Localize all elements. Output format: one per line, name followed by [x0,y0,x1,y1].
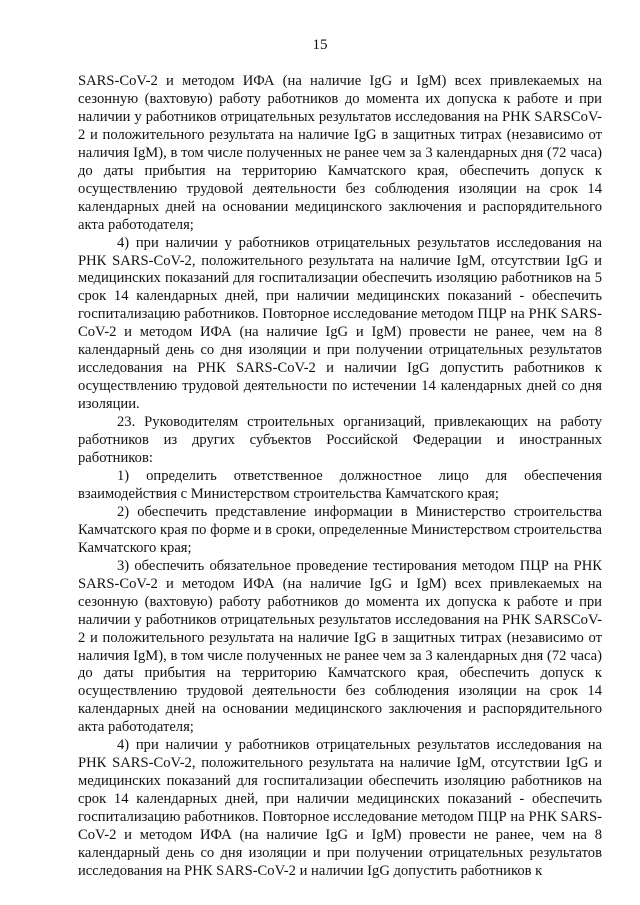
document-body [78,73,602,881]
paragraph-subitem-2: 2) обеспечить представление информации в Министерство строительства Камчатского края по форме и в сроки, определенные Министерством строительства Камчатского края; [78,503,602,556]
paragraph-item-4: 4) при наличии у работников отрицательных результатов исследования на РНК SARS-CoV-2, положительного результата на наличие IgM, отсутствии IgG и медицинских показаний для госпитализации обеспечить изоляцию работников на 5 срок 14 календарных дней, при наличии медицинских показаний - обеспечить госпитализацию работников. Повторное исследование методом ПЦР на РНК SARS-CoV-2 и методом ИФА (на наличие IgG и IgM) провести не ранее, чем на 8 календарный день со дня изоляции и при получении отрицательных результатов исследования на РНК SARS-CoV-2 и наличии IgG допустить работников к осуществлению трудовой деятельности по истечении 14 календарных дней со дня изоляции. [78,234,602,413]
page-number: 15 [312,37,328,53]
paragraph-subitem-3: 3) обеспечить обязательное проведение тестирования методом ПЦР на РНК SARS-CoV-2 и методом ИФА (на наличие IgG и IgM) всех привлекаемых на сезонную (вахтовую) работу работников до момента их допуска к работе и при наличии у работников отрицательных результатов исследования на РНК SARSCoV-2 и положительного результата на наличие IgG в защитных титрах (независимо от наличия IgM), в том числе полученных не ранее чем за 3 календарных дня (72 часа) до даты прибытия на территорию Камчатского края, обеспечить допуск к осуществлению трудовой деятельности без соблюдения изоляции на срок 14 календарных дней на основании медицинского заключения и распорядительного акта работодателя; [78,557,602,736]
paragraph-subitem-4: 4) при наличии у работников отрицательных результатов исследования на РНК SARS-CoV-2, положительного результата на наличие IgM, отсутствии IgG и медицинских показаний для госпитализации обеспечить изоляцию работников на срок 14 календарных дней, при наличии медицинских показаний - обеспечить госпитализацию работников. Повторное исследование методом ПЦР на РНК SARS-CoV-2 и методом ИФА (на наличие IgG и IgM) провести не ранее, чем на 8 календарный день со дня изоляции и при получении отрицательных результатов исследования на РНК SARS-CoV-2 и наличии IgG допустить работников к [78,737,602,879]
paragraph-continuation: SARS-CoV-2 и методом ИФА (на наличие IgG и IgM) всех привлекаемых на сезонную (вахтовую) работу работников до момента их допуска к работе и при наличии у работников отрицательных результатов исследования на РНК SARSCoV-2 и положительного результата на наличие IgG в защитных титрах (независимо от наличия IgM), в том числе полученных не ранее чем за 3 календарных дня (72 часа) до даты прибытия на территорию Камчатского края, обеспечить допуск к осуществлению трудовой деятельности без соблюдения изоляции на срок 14 календарных дней на основании медицинского заключения и распорядительного акта работодателя; [78,73,602,233]
paragraph-item-23: 23. Руководителям строительных организаций, привлекающих на работу работников из других субъектов Российской Федерации и иностранных работников: [78,414,602,467]
paragraph-subitem-1: 1) определить ответственное должностное лицо для обеспечения взаимодействия с Министерством строительства Камчатского края; [78,467,602,502]
